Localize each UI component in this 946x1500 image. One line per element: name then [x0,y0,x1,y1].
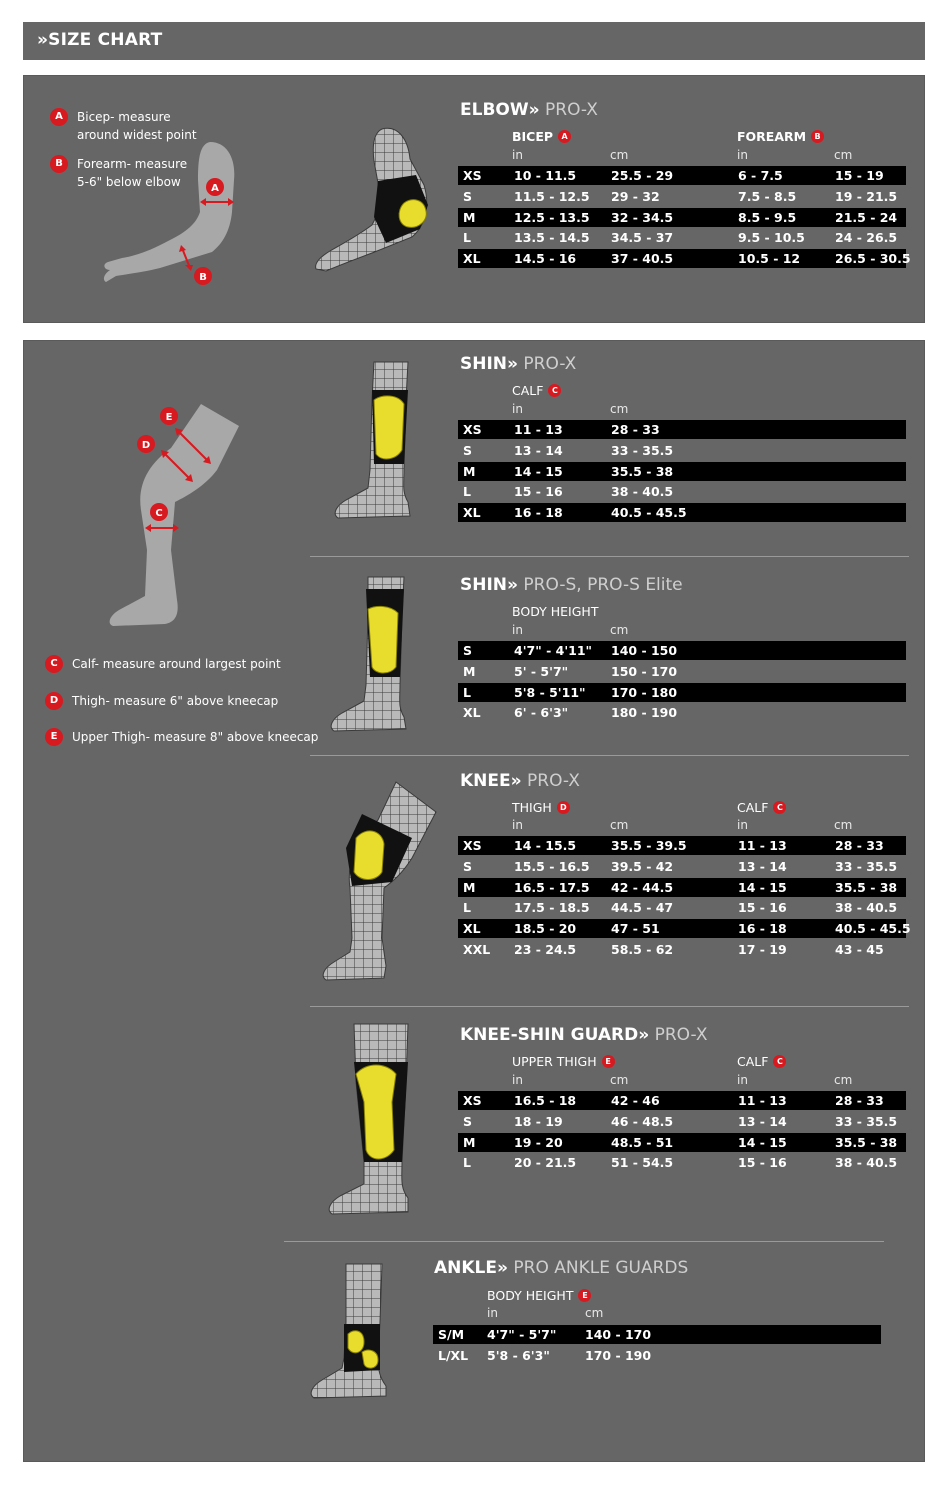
table-cell: 42 - 44.5 [611,879,674,895]
table-cell: 19 - 20 [514,1134,563,1150]
table-cell: 14 - 15 [738,1134,787,1150]
section-subtitle: PRO-X [523,354,577,374]
table-cell: 35.5 - 38 [835,1134,898,1150]
section-subtitle: PRO-X [654,1025,708,1045]
key-badge: C [548,384,561,397]
table-cell: 9.5 - 10.5 [738,230,805,246]
table-cell: 13 - 14 [738,1113,787,1129]
column-label: CALF [737,800,769,815]
table-cell: 14 - 15.5 [514,838,577,853]
table-cell: 180 - 190 [611,705,678,721]
table-cell: 140 - 150 [611,643,678,658]
unit-cm: cm [834,818,853,832]
table-row [458,662,906,681]
shin-pros-section-title [460,575,683,595]
table-cell: 12.5 - 13.5 [514,209,590,225]
legend-key-d: D [45,692,63,710]
size-label: L [463,484,471,500]
table-cell: 16 - 18 [738,921,787,937]
table-row [458,940,906,959]
column-label: CALF [737,1054,769,1069]
unit-in: in [737,1073,748,1087]
unit-in: in [737,148,748,162]
unit-in: in [512,818,523,832]
table-cell: 38 - 40.5 [835,900,898,916]
table-cell: 11 - 13 [514,422,563,437]
size-label: L [463,1155,471,1171]
legend-key-b: B [50,155,68,173]
section-title: KNEE-SHIN GUARD» [460,1025,650,1045]
table-cell: 26.5 - 30.5 [835,251,911,267]
table-cell: 44.5 - 47 [611,900,674,916]
table-cell: 33 - 35.5 [835,1113,898,1129]
table-cell: 24 - 26.5 [835,230,898,246]
table-cell: 35.5 - 38 [611,463,674,479]
table-cell: 40.5 - 45.5 [611,505,687,521]
svg-text:C: C [155,508,163,519]
table-cell: 150 - 170 [611,663,678,679]
key-badge: C [773,801,786,814]
calf-column-header [737,800,786,815]
table-cell: 25.5 - 29 [611,168,674,183]
unit-in: in [487,1306,498,1320]
table-cell: 19 - 21.5 [835,188,898,204]
table-cell: 15 - 19 [835,168,884,183]
table-row [458,166,906,185]
calf-column-header [737,1054,786,1069]
table-row [458,703,906,722]
knee-section-title [460,771,580,791]
table-cell: 10.5 - 12 [738,251,801,267]
size-label: S [463,442,473,458]
column-label: BICEP [512,129,554,144]
table-cell: 42 - 46 [611,1093,660,1108]
size-label: M [463,463,476,479]
table-cell: 51 - 54.5 [611,1155,674,1171]
table-cell: 6' - 6'3" [514,705,569,721]
legend-text: Bicep- measure around widest point [77,110,197,142]
table-cell: 11 - 13 [738,1093,787,1108]
section-title: KNEE» [460,771,522,791]
table-cell: 13.5 - 14.5 [514,230,590,246]
size-label: S [463,1113,473,1129]
svg-text:B: B [199,272,207,283]
size-label: S [463,858,473,874]
unit-in: in [512,402,523,416]
table-cell: 48.5 - 51 [611,1134,674,1150]
table-row [433,1325,881,1344]
knee-guard-illustration [318,778,442,984]
size-label: M [463,1134,476,1150]
bicep-column-header [512,129,571,144]
table-cell: 28 - 33 [835,1093,884,1108]
table-cell: 11.5 - 12.5 [514,188,590,204]
unit-cm: cm [610,818,629,832]
table-cell: 43 - 45 [835,942,884,957]
section-divider [284,1241,884,1242]
size-label: XS [463,422,482,437]
svg-text:A: A [211,183,219,194]
forearm-column-header [737,129,824,144]
unit-cm: cm [610,148,629,162]
table-cell: 4'7" - 5'7" [487,1327,557,1342]
key-badge: A [558,130,571,143]
unit-cm: cm [610,402,629,416]
table-cell: 32 - 34.5 [611,209,674,225]
section-subtitle: PRO-S, PRO-S Elite [523,575,683,595]
table-cell: 15 - 16 [738,1155,787,1171]
section-title: ANKLE» [434,1258,508,1278]
column-label: UPPER THIGH [512,1054,597,1069]
table-row [458,1153,906,1172]
table-cell: 15.5 - 16.5 [514,858,590,874]
table-row [458,919,911,938]
table-cell: 13 - 14 [738,858,787,874]
table-row [458,1133,906,1152]
table-cell: 16 - 18 [514,505,563,521]
table-row [458,683,906,702]
size-label: L [463,900,471,916]
table-cell: 10 - 11.5 [514,168,577,183]
legend-item-calf [45,655,281,673]
body-height-column-header [487,1288,591,1303]
table-cell: 58.5 - 62 [611,942,674,957]
table-cell: 23 - 24.5 [514,942,577,957]
svg-text:E: E [165,412,173,423]
table-row [458,503,906,522]
table-cell: 35.5 - 38 [835,879,898,895]
knee-shin-section-title [460,1025,707,1045]
shin-pros-illustration [328,575,418,735]
size-label: XS [463,168,482,183]
section-title: SHIN» [460,354,519,374]
legend-item-bicep [50,108,200,144]
table-cell: 28 - 33 [835,838,884,853]
body-height-column-header [512,604,598,619]
arm-measure-illustration [100,140,250,300]
size-label: XS [463,1093,482,1108]
section-subtitle: PRO-X [527,771,580,791]
table-row [458,462,906,481]
table-cell: 38 - 40.5 [835,1155,898,1171]
elbow-guard-illustration [312,125,442,275]
table-cell: 14 - 15 [514,463,563,479]
section-title: SHIN» [460,575,519,595]
legend-text: Thigh- measure 6" above kneecap [72,694,279,708]
table-cell: 7.5 - 8.5 [738,188,797,204]
legend-text: Upper Thigh- measure 8" above kneecap [72,730,319,744]
table-cell: 170 - 180 [611,684,678,700]
table-cell: 21.5 - 24 [835,209,898,225]
svg-text:D: D [141,440,151,451]
size-label: S [463,643,473,658]
section-subtitle: PRO ANKLE GUARDS [513,1258,689,1278]
table-cell: 5'8 - 5'11" [514,684,586,700]
table-cell: 14 - 15 [738,879,787,895]
legend-key-e: E [45,728,63,746]
size-chart-header [23,22,925,60]
table-row [458,208,906,227]
table-cell: 5'8 - 6'3" [487,1347,550,1363]
table-row [458,857,906,876]
page-title: »SIZE CHART [37,30,163,50]
table-cell: 33 - 35.5 [611,442,674,458]
table-cell: 47 - 51 [611,921,660,937]
unit-in: in [512,1073,523,1087]
size-label: S/M [438,1327,465,1342]
table-cell: 13 - 14 [514,442,563,458]
size-label: XL [463,505,481,521]
table-cell: 28 - 33 [611,422,660,437]
column-label: BODY HEIGHT [487,1288,574,1303]
elbow-section-title [460,100,598,120]
table-cell: 14.5 - 16 [514,251,577,267]
leg-measure-illustration [105,400,245,632]
size-label: XL [463,921,481,937]
size-label: M [463,663,476,679]
table-cell: 17 - 19 [738,942,787,957]
unit-cm: cm [834,1073,853,1087]
section-divider [310,1006,909,1007]
table-cell: 17.5 - 18.5 [514,900,590,916]
table-cell: 15 - 16 [514,484,563,500]
table-row [458,1091,906,1110]
column-label: THIGH [512,800,552,815]
legend-item-thigh [45,692,278,710]
table-row [458,420,906,439]
key-badge: E [578,1289,591,1302]
table-cell: 6 - 7.5 [738,168,783,183]
section-divider [310,755,909,756]
calf-column-header [512,383,561,398]
table-cell: 18.5 - 20 [514,921,577,937]
table-cell: 15 - 16 [738,900,787,916]
shin-prox-section-title [460,354,576,374]
size-label: XS [463,838,482,853]
table-cell: 34.5 - 37 [611,230,674,246]
knee-shin-guard-illustration [324,1022,424,1218]
table-row [458,878,906,897]
key-badge: E [602,1055,615,1068]
table-cell: 16.5 - 17.5 [514,879,590,895]
column-label: BODY HEIGHT [512,604,599,619]
table-cell: 140 - 170 [585,1327,652,1342]
shin-prox-illustration [330,360,420,522]
unit-cm: cm [610,1073,629,1087]
legend-key-a: A [50,108,68,126]
table-row [458,187,906,206]
upper-thigh-column-header [512,1054,615,1069]
legend-item-upper-thigh [45,728,318,746]
unit-in: in [737,818,748,832]
table-row [458,228,906,247]
table-cell: 170 - 190 [585,1347,652,1363]
ankle-guard-illustration [308,1262,398,1402]
size-label: M [463,879,476,895]
key-badge: D [557,801,570,814]
size-label: XL [463,251,481,267]
table-cell: 16.5 - 18 [514,1093,577,1108]
table-cell: 38 - 40.5 [611,484,674,500]
legend-text: Calf- measure around largest point [72,657,281,671]
table-row [458,898,906,917]
table-row [458,482,906,501]
section-divider [310,556,909,557]
thigh-column-header [512,800,570,815]
legend-key-c: C [45,655,63,673]
section-subtitle: PRO-X [545,100,598,120]
unit-cm: cm [585,1306,604,1320]
table-cell: 37 - 40.5 [611,251,674,267]
table-cell: 11 - 13 [738,838,787,853]
column-label: CALF [512,383,544,398]
table-cell: 8.5 - 9.5 [738,209,797,225]
section-title: ELBOW» [460,100,540,120]
table-cell: 20 - 21.5 [514,1155,577,1171]
unit-in: in [512,148,523,162]
ankle-section-title [434,1258,688,1278]
table-row [458,641,906,660]
size-label: L [463,230,471,246]
size-label: L/XL [438,1347,469,1363]
table-cell: 35.5 - 39.5 [611,838,687,853]
table-row [458,249,911,268]
size-label: L [463,684,471,700]
key-badge: C [773,1055,786,1068]
key-badge: B [811,130,824,143]
table-cell: 5' - 5'7" [514,663,569,679]
table-row [458,836,906,855]
table-row [458,441,906,460]
size-label: XL [463,705,481,721]
table-cell: 18 - 19 [514,1113,563,1129]
table-cell: 33 - 35.5 [835,858,898,874]
unit-cm: cm [834,148,853,162]
unit-in: in [512,623,523,637]
table-cell: 40.5 - 45.5 [835,921,911,937]
column-label: FOREARM [737,129,807,144]
table-cell: 39.5 - 42 [611,858,674,874]
table-row [458,1112,906,1131]
table-cell: 4'7" - 4'11" [514,643,593,658]
unit-cm: cm [610,623,629,637]
size-label: S [463,188,473,204]
table-row [433,1346,881,1365]
table-cell: 46 - 48.5 [611,1113,674,1129]
size-label: XXL [463,942,491,957]
table-cell: 29 - 32 [611,188,660,204]
size-label: M [463,209,476,225]
legend-text: Forearm- measure 5-6" below elbow [77,157,188,189]
